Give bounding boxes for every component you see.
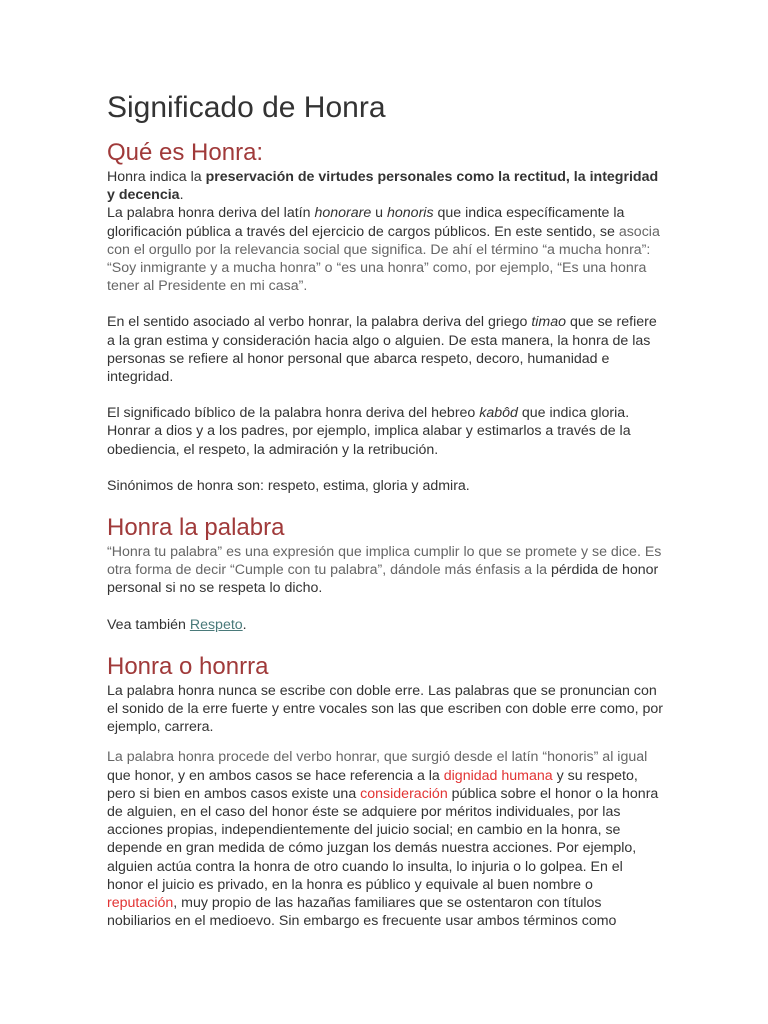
text-run: asocia con el orgullo por la relevancia social que significa. De ahí el término “a mucha honra”: “Soy inmigrante y a mucha honra” o “es una honra” como, por ejemplo, “Es una honra tener al Presidente en mi casa”. [107, 223, 660, 295]
text-run: . [242, 616, 247, 633]
paragraph-verb-honrar [107, 313, 663, 386]
text-run: , muy propio de las hazañas familiares que se ostentaron con títulos nobiliarios en el medioevo. Sin embargo es frecuente usar ambos términos como [107, 895, 617, 930]
text-run: Vea también [107, 616, 190, 633]
page-title: Significado de Honra [107, 91, 386, 124]
paragraph-biblical [107, 404, 663, 459]
link-respeto[interactable]: Respeto [189, 616, 243, 633]
text-run: pública sobre el honor o la honra de alguien, en el caso del honor éste se adquiere por méritos individuales, por las acciones propias, independientemente del juicio social; en cambio en la honra, se depende en gran medida de cómo juzgan los demás nuestra acciones. Por ejemplo, alguien actúa contra la honra de otro cuando lo insulta, lo injuria o lo golpea. En el honor el juicio es privado, en la honra es público y equivale al buen nombre o [107, 785, 659, 893]
text-run: pérdida de honor personal si no se respeta lo dicho. [107, 562, 659, 597]
text-run: y su respeto, pero si bien en ambos casos existe una [107, 767, 638, 802]
paragraph-synonyms: Sinónimos de honra son: respeto, estima, gloria y admira. [107, 477, 470, 494]
italic-term: honoris [387, 205, 434, 222]
text-run: La palabra honra deriva del latín [107, 205, 315, 222]
text-run: “Honra tu palabra” es una expresión que implica cumplir lo que se promete y se dice. Es otra forma de decir “Cumple con tu palabra”, dándole más énfasis a la [107, 544, 662, 579]
link-reputacion[interactable]: reputación [107, 895, 174, 912]
paragraph-spelling: La palabra honra nunca se escribe con doble erre. Las palabras que se pronuncian con el sonido de la erre fuerte y entre vocales son las que escriben con doble erre como, por ejemplo, carrera. [107, 682, 663, 736]
link-dignidad-humana[interactable]: dignidad humana [443, 767, 553, 784]
text-run: Honra indica la [107, 169, 206, 185]
paragraph-see-also [107, 616, 663, 634]
section-heading-que-es-honra: Qué es Honra: [107, 139, 264, 166]
text-run: La palabra honra procede del verbo honrar, que surgió desde el latín “honoris” al igual [107, 749, 648, 766]
text-run: que se refiere a la gran estima y consideración hacia algo o alguien. De esta manera, la honra de las personas se refiere al honor personal que abarca respeto, decoro, humanidad e integridad. [107, 314, 657, 386]
text-run: que honor, y en ambos casos se hace referencia a la [107, 767, 444, 784]
text-run: que indica específicamente la glorificación pública a través del ejercicio de cargos públicos. En este sentido, se [107, 205, 625, 240]
text-run: u [371, 205, 388, 222]
paragraph-definition [107, 168, 663, 204]
italic-term: kabôd [479, 405, 518, 422]
paragraph-etymology [107, 204, 663, 295]
text-run: El significado bíblico de la palabra honra deriva del hebreo [107, 405, 480, 422]
bold-text: preservación de virtudes personales como la rectitud, la integridad y decencia [107, 169, 659, 204]
text-run: En el sentido asociado al verbo honrar, la palabra deriva del griego [107, 314, 532, 331]
italic-term: honorare [314, 205, 372, 222]
text-run: que indica gloria. Honrar a dios y a los padres, por ejemplo, implica alabar y estimarlos a través de la obediencia, el respeto, la admiración y la retribución. [107, 405, 631, 458]
paragraph-honra-tu-palabra [107, 543, 663, 598]
link-consideracion[interactable]: consideración [360, 785, 448, 802]
section-heading-honra-la-palabra: Honra la palabra [107, 514, 285, 542]
document-page [107, 88, 663, 931]
italic-term: timao [531, 314, 567, 331]
text-run: . [179, 187, 184, 204]
paragraph-origin [107, 748, 663, 930]
section-heading-honra-o-honrra: Honra o honrra [107, 652, 269, 680]
